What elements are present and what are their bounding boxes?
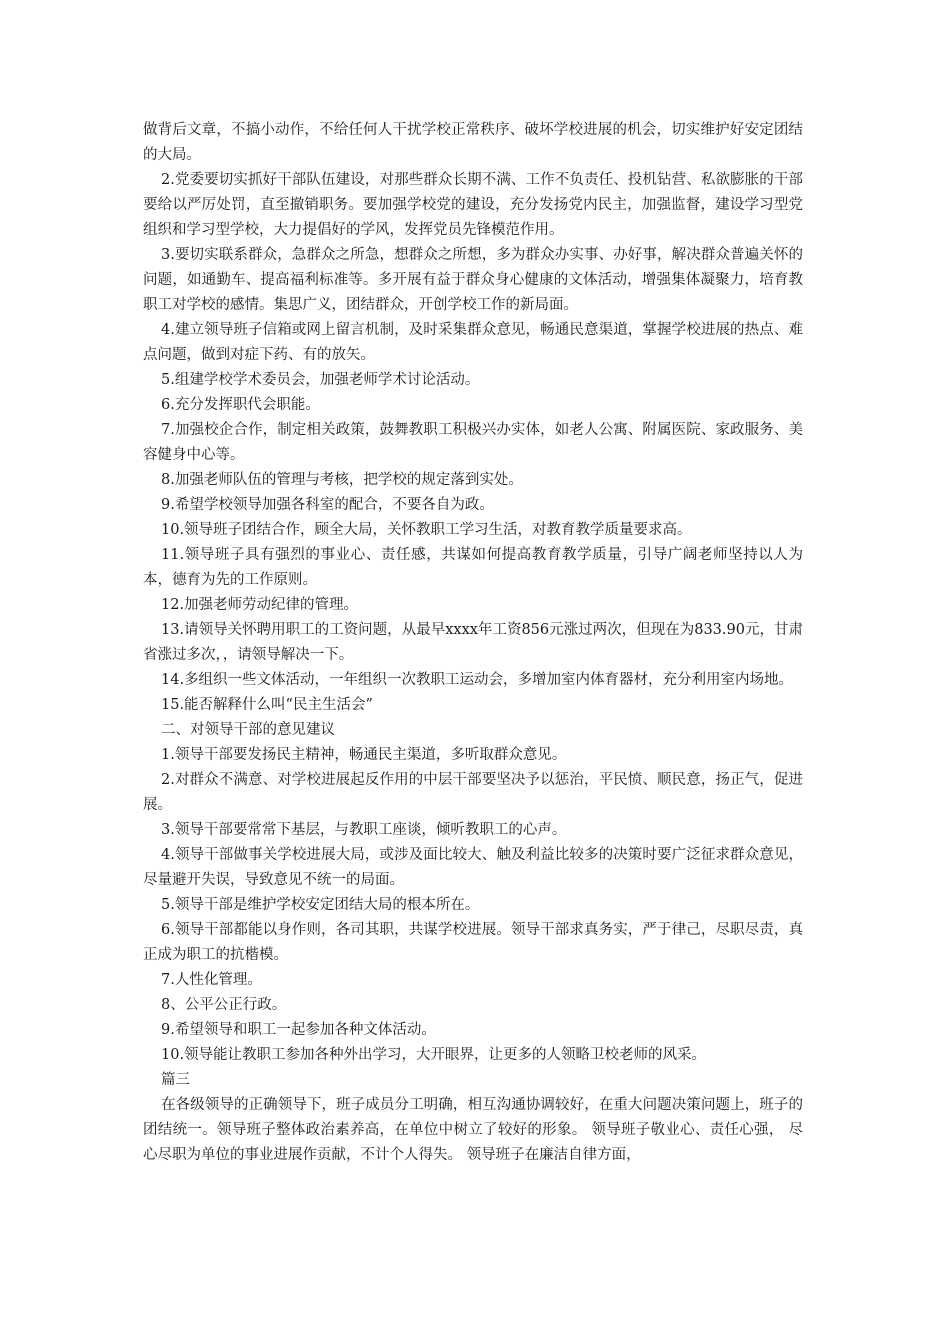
paragraph: 3.要切实联系群众，急群众之所急，想群众之所想，多为群众办实事、办好事，解决群众普遍关怀的问题，如通勤车、提高福利标准等。多开展有益于群众身心健康的文体活动，增强集体凝聚力，培育教职工对学校的感情。集思广义，团结群众，开创学校工作的新局面。	[143, 247, 803, 313]
paragraph: 2.党委要切实抓好干部队伍建设，对那些群众长期不满、工作不负责任、投机钻营、私欲膨胀的干部要给以严厉处罚，直至撤销职务。要加强学校党的建设，充分发扬党内民主，加强监督，建设学习型党组织和学习型学校，大力提倡好的学风，发挥党员先锋模范作用。	[143, 172, 803, 238]
paragraph: 10.领导能让教职工参加各种外出学习，大开眼界，让更多的人领略卫校老师的风采。	[161, 1047, 707, 1063]
paragraph: 5.领导干部是维护学校安定团结大局的根本所在。	[161, 897, 480, 913]
paragraph: 在各级领导的正确领导下，班子成员分工明确，相互沟通协调较好，在重大问题决策问题上，班子的团结统一。领导班子整体政治素养高，在单位中树立了较好的形象。 领导班子敬业心、责任心强， 尽心尽职为单位的事业进展作贡献，不计个人得失。 领导班子在廉洁自律方面，	[143, 1097, 803, 1163]
paragraph: 13.请领导关怀聘用职工的工资问题，从最早xxxx年工资856元涨过两次，但现在为833.90元，甘肃省涨过多次，，请领导解决一下。	[143, 622, 803, 663]
paragraph: 9.希望领导和职工一起参加各种文体活动。	[161, 1022, 436, 1038]
paragraph: 1.领导干部要发扬民主精神，畅通民主渠道，多听取群众意见。	[161, 747, 567, 763]
paragraph: 5.组建学校学术委员会，加强老师学术讨论活动。	[161, 372, 480, 388]
paragraph: 4.领导干部做事关学校进展大局，或涉及面比较大、触及利益比较多的决策时要广泛征求群众意见，尽量避开失误，导致意见不统一的局面。	[143, 847, 803, 888]
paragraph: 做背后文章，不搞小动作，不给任何人干扰学校正常秩序、破坏学校进展的机会，切实维护好安定团结的大局。	[143, 122, 803, 163]
paragraph: 11.领导班子具有强烈的事业心、责任感，共谋如何提高教育教学质量，引导广阔老师坚持以人为本，德育为先的工作原则。	[143, 547, 803, 588]
paragraph: 7.加强校企合作，制定相关政策，鼓舞教职工积极兴办实体，如老人公寓、附属医院、家政服务、美容健身中心等。	[143, 422, 803, 463]
paragraph: 9.希望学校领导加强各科室的配合，不要各自为政。	[161, 497, 494, 513]
paragraph: 10.领导班子团结合作，顾全大局，关怀教职工学习生活，对教育教学质量要求高。	[161, 522, 692, 538]
paragraph: 6.领导干部都能以身作则，各司其职，共谋学校进展。领导干部求真务实，严于律己，尽职尽责，真正成为职工的抗楷模。	[143, 922, 803, 963]
section-heading: 二、对领导干部的意见建议	[161, 722, 335, 738]
paragraph: 12.加强老师劳动纪律的管理。	[161, 597, 359, 613]
document-body	[143, 118, 803, 1168]
paragraph: 8.加强老师队伍的管理与考核，把学校的规定落到实处。	[161, 472, 523, 488]
paragraph: 2.对群众不满意、对学校进展起反作用的中层干部要坚决予以惩治，平民愤、顺民意，扬正气，促进展。	[143, 772, 803, 813]
paragraph: 15.能否解释什么叫“民主生活会”	[161, 697, 373, 713]
paragraph: 8、公平公正行政。	[161, 997, 287, 1013]
paragraph: 7.人性化管理。	[161, 972, 262, 988]
paragraph: 6.充分发挥职代会职能。	[161, 397, 320, 413]
paragraph: 3.领导干部要常常下基层，与教职工座谈，倾听教职工的心声。	[161, 822, 567, 838]
paragraph: 14.多组织一些文体活动，一年组织一次教职工运动会，多增加室内体育器材，充分利用室内场地。	[161, 672, 794, 688]
paragraph: 4.建立领导班子信箱或网上留言机制，及时采集群众意见，畅通民意渠道，掌握学校进展的热点、难点问题，做到对症下药、有的放矢。	[143, 322, 803, 363]
section-heading: 篇三	[161, 1072, 190, 1088]
